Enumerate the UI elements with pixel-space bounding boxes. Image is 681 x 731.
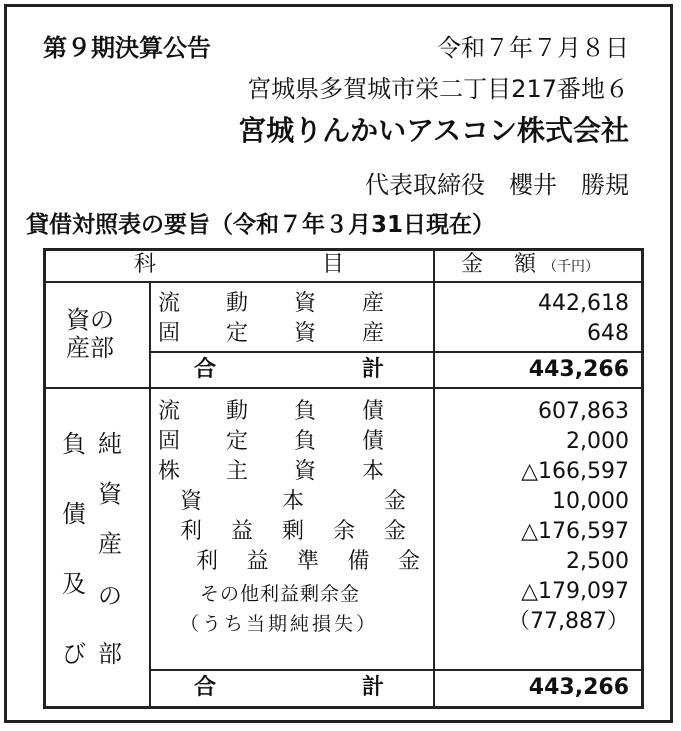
- header-divider: [46, 281, 641, 283]
- assets-total-divider: [151, 351, 641, 353]
- net-section-char-1: 純: [98, 430, 122, 458]
- assets-section-line1: 資の: [66, 306, 114, 334]
- liabilities-total-divider: [151, 669, 641, 671]
- liab-total-value: 443,266: [528, 675, 629, 700]
- liab-row-current-value: 607,863: [538, 399, 629, 424]
- balance-sheet-table: [43, 248, 644, 709]
- equity-row-legal-reserve-label: 利 益 準 備 金: [196, 549, 420, 574]
- header-amount-1: 金: [461, 252, 484, 277]
- summary-title: 貸借対照表の要旨（令和７年３月31日現在）: [26, 212, 496, 238]
- equity-row-other-retained-value: △179,097: [521, 579, 629, 604]
- representative: 代表取締役 櫻井 勝規: [365, 171, 629, 199]
- equity-row-shareholders-value: △166,597: [521, 459, 629, 484]
- equity-row-retained-value: △176,597: [521, 519, 629, 544]
- liab-section-char-1: 負: [62, 430, 86, 458]
- notice-date: 令和７年７月８日: [437, 34, 629, 62]
- liab-row-fixed-label: 固 定 負 債: [158, 429, 384, 454]
- net-section-char-4: の: [98, 582, 122, 610]
- header-subject-1: 科: [134, 252, 157, 277]
- assets-section-line2: 産部: [66, 334, 114, 362]
- liab-row-current-label: 流 動 負 債: [158, 399, 384, 424]
- assets-divider: [46, 387, 641, 389]
- equity-row-capital-label: 資 本 金: [180, 489, 406, 514]
- notice-title: 第９期決算公告: [43, 34, 211, 62]
- amount-column-divider: [433, 251, 435, 706]
- assets-row-fixed-label: 固 定 資 産: [158, 321, 384, 346]
- liab-row-fixed-value: 2,000: [566, 429, 629, 454]
- equity-row-capital-value: 10,000: [552, 489, 629, 514]
- equity-row-retained-label: 利 益 剰 余 金: [180, 519, 406, 544]
- net-section-char-2: 資: [98, 480, 122, 508]
- liab-section-char-4: び: [62, 640, 86, 668]
- net-section-char-3: 産: [98, 530, 122, 558]
- liab-total-label: 合 計: [194, 675, 384, 700]
- company-address: 宮城県多賀城市栄二丁目217番地６: [247, 75, 629, 103]
- equity-row-legal-reserve-value: 2,500: [566, 549, 629, 574]
- assets-total-value: 443,266: [528, 357, 629, 382]
- assets-row-fixed-value: 648: [587, 321, 629, 346]
- header-subject-2: 目: [322, 252, 345, 277]
- equity-row-shareholders-label: 株 主 資 本: [158, 459, 384, 484]
- assets-row-current-label: 流 動 資 産: [158, 291, 384, 316]
- equity-row-net-loss-label: （うち当期純損失）: [180, 613, 379, 635]
- equity-row-net-loss-value: （77,887）: [508, 609, 629, 634]
- section-column-divider: [149, 281, 151, 706]
- net-section-char-5: 部: [98, 640, 122, 668]
- assets-row-current-value: 442,618: [538, 291, 629, 316]
- assets-total-label: 合 計: [194, 357, 384, 382]
- liab-section-char-3: 及: [62, 570, 86, 598]
- header-amount-2: 額: [514, 252, 537, 277]
- equity-row-other-retained-label: その他利益剰余金: [200, 583, 361, 605]
- header-unit: （千円）: [543, 259, 599, 275]
- liab-section-char-2: 債: [62, 500, 86, 528]
- company-name: 宮城りんかいアスコン株式会社: [238, 114, 629, 147]
